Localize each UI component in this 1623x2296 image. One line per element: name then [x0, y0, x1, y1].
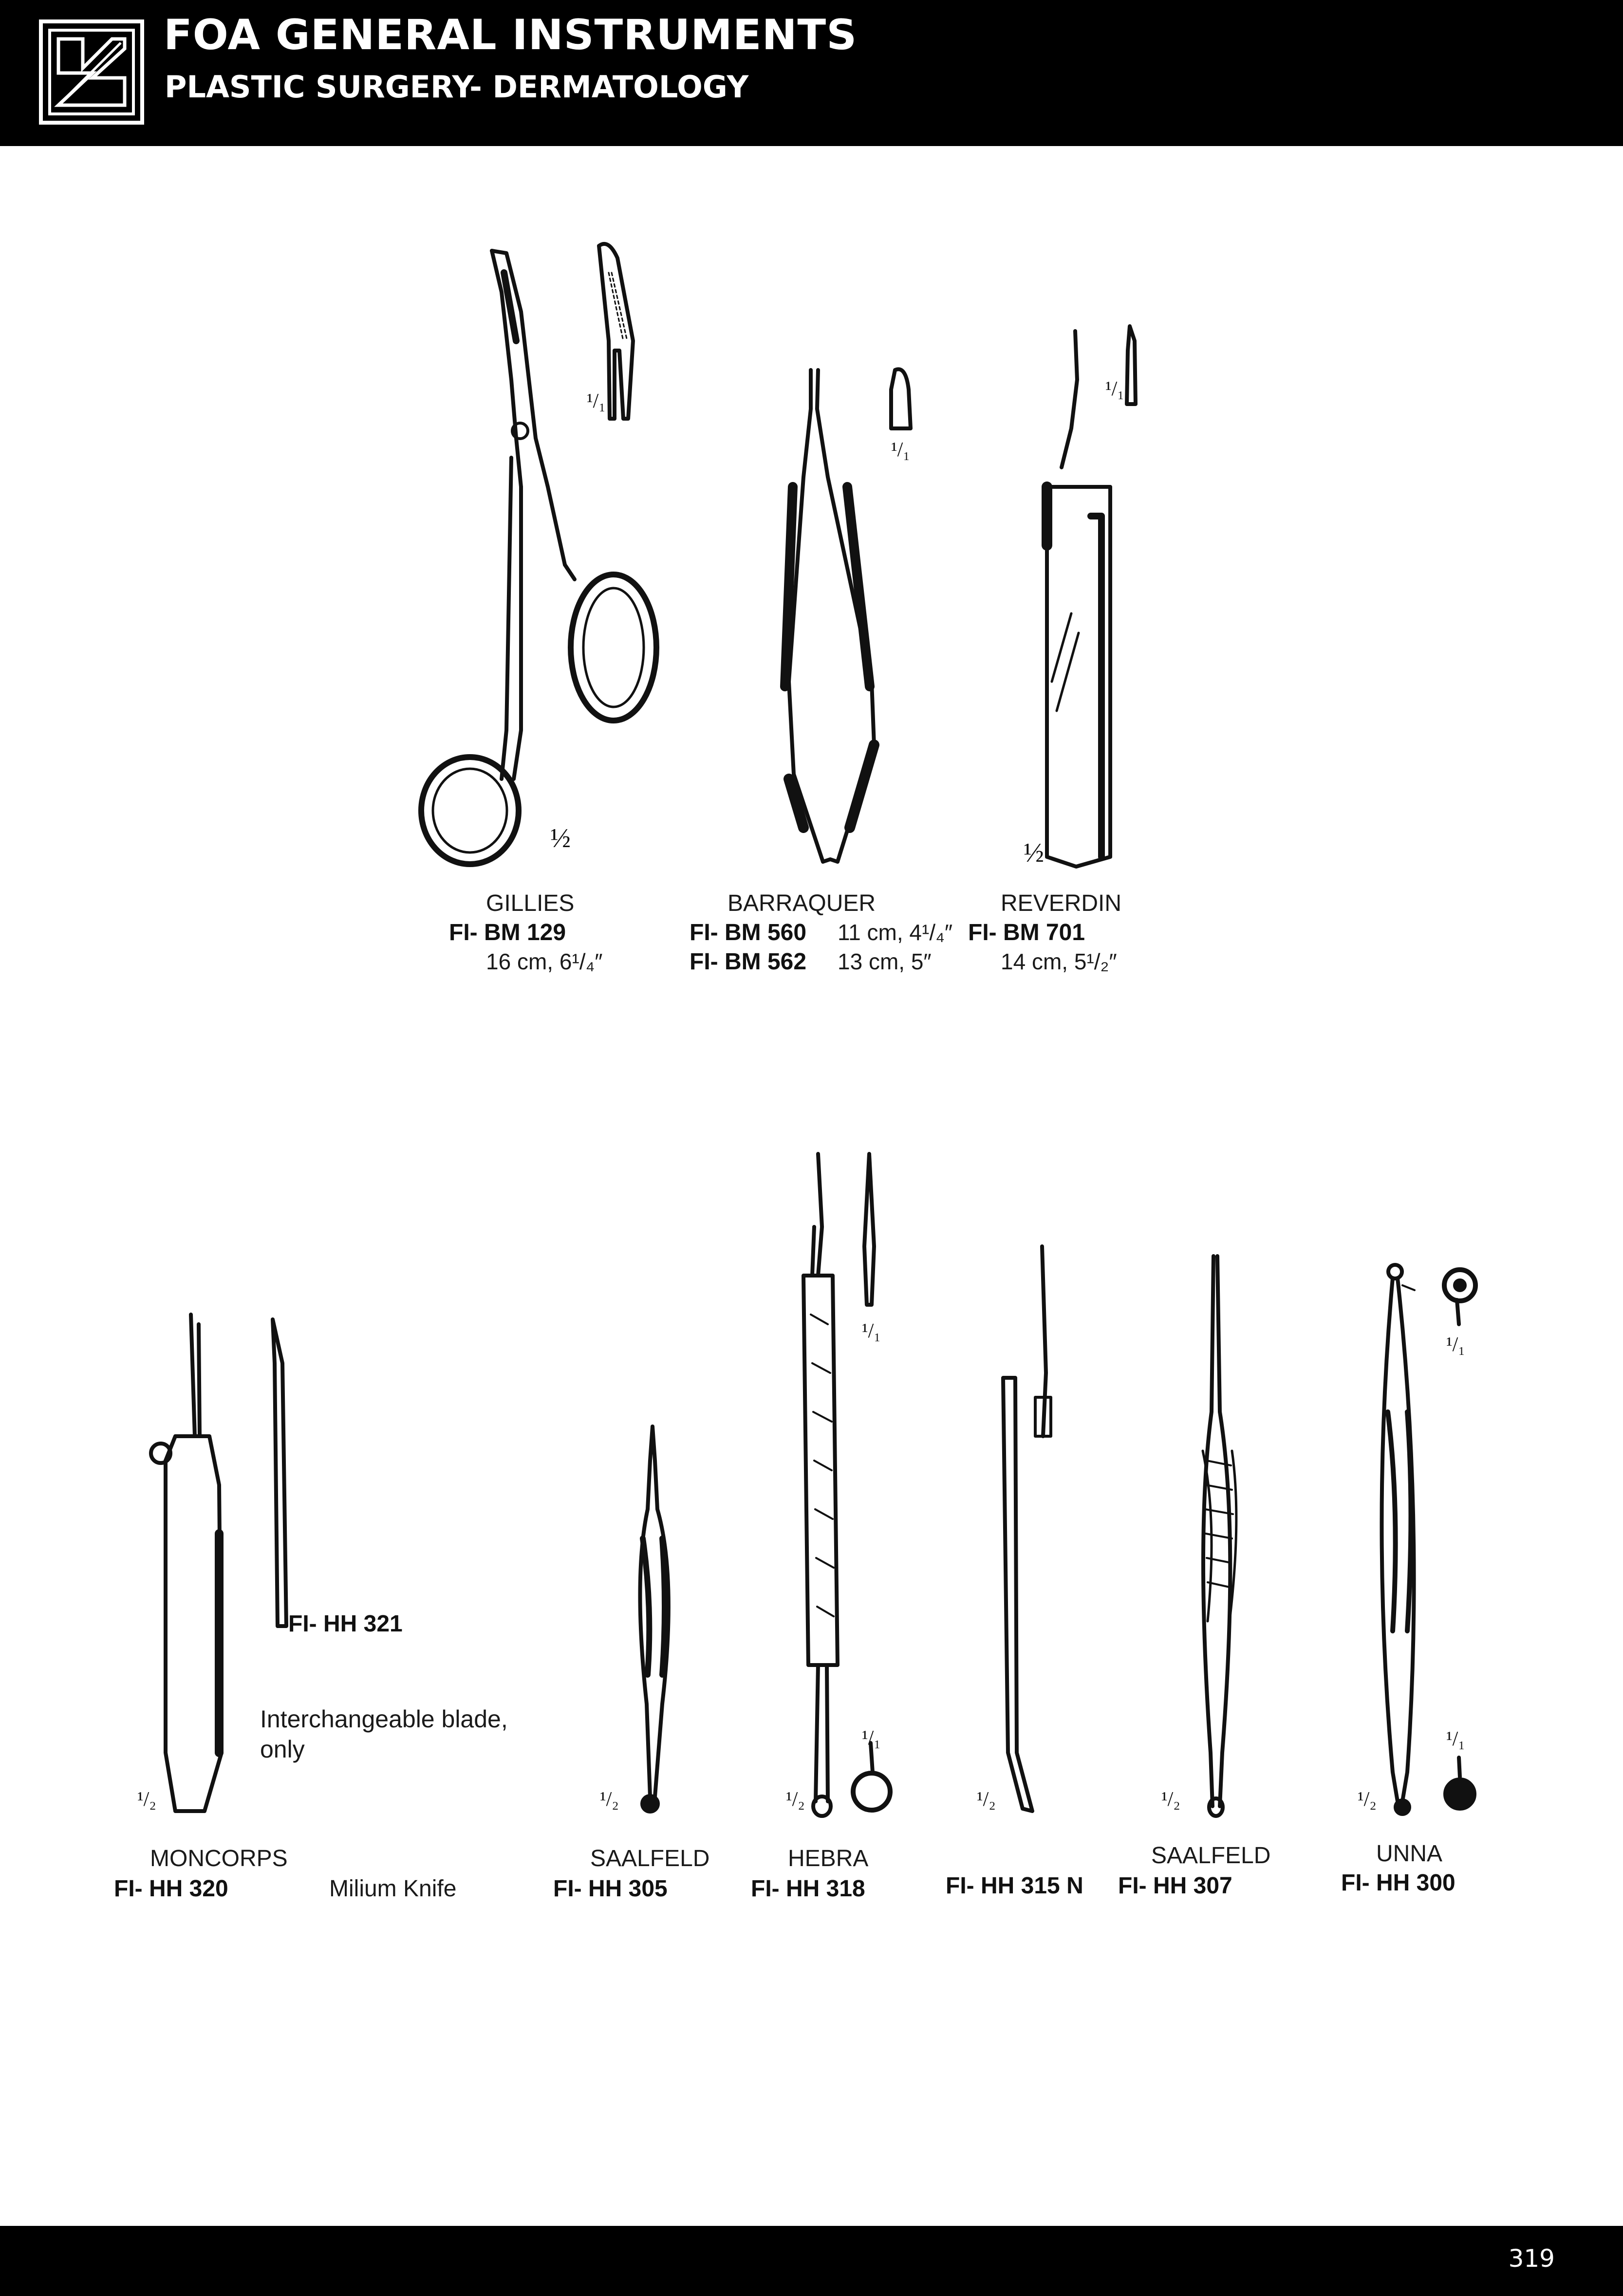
saalfeld-305-scale-label: ¹/₂ — [600, 1788, 619, 1811]
moncorps-knife-drawing — [151, 1315, 222, 1811]
moncorps-code: FI- HH 320 — [114, 1876, 228, 1902]
moncorps-description: Milium Knife — [329, 1876, 457, 1902]
saalfeld-305-name: SAALFELD — [590, 1846, 710, 1871]
gillies-size: 16 cm, 6¹/₄″ — [486, 949, 603, 974]
unna-name: UNNA — [1376, 1841, 1443, 1867]
barraquer-detail-scale-label: ¹/₁ — [891, 439, 910, 461]
gillies-code: FI- BM 129 — [449, 920, 566, 945]
page-number: 319 — [1508, 2244, 1555, 2273]
barraquer-tip-detail-drawing — [891, 369, 911, 428]
unna-bottom-scale-label: ¹/₁ — [1446, 1728, 1465, 1750]
moncorps-scale-label: ¹/₂ — [137, 1788, 156, 1811]
moncorps-blade-code: FI- HH 321 — [288, 1611, 403, 1637]
fi-hh-315n-scale-label: ¹/₂ — [977, 1788, 996, 1811]
unna-drawing — [1382, 1265, 1415, 1814]
hebra-drawing — [803, 1154, 838, 1816]
saalfeld-307-name: SAALFELD — [1151, 1843, 1271, 1869]
barraquer-needle-holder-drawing — [785, 370, 874, 862]
fi-hh-315n-drawing — [1003, 1246, 1051, 1811]
gillies-scale-label: ½ — [550, 823, 571, 853]
barraquer-size-560: 11 cm, 4¹/₄″ — [838, 920, 953, 945]
page-footer — [0, 2226, 1623, 2296]
unna-code: FI- HH 300 — [1341, 1870, 1455, 1896]
unna-scale-label: ¹/₂ — [1358, 1788, 1377, 1811]
hebra-code: FI- HH 318 — [751, 1876, 865, 1902]
barraquer-size-562: 13 cm, 5″ — [838, 949, 932, 974]
gillies-detail-scale-label: ¹/₁ — [587, 390, 606, 412]
reverdin-tip-detail-drawing — [1127, 326, 1136, 404]
moncorps-name: MONCORPS — [150, 1846, 288, 1871]
unna-bottom-detail-drawing — [1445, 1758, 1474, 1809]
fi-hh-315n-code: FI- HH 315 N — [946, 1873, 1083, 1899]
brand-title: FOA GENERAL INSTRUMENTS — [164, 11, 858, 59]
reverdin-code: FI- BM 701 — [968, 920, 1085, 945]
moncorps-blade-note: Interchangeable blade, only — [260, 1705, 508, 1763]
reverdin-name: REVERDIN — [1001, 890, 1122, 916]
reverdin-scale-label: ½ — [1024, 838, 1044, 868]
saalfeld-307-scale-label: ¹/₂ — [1161, 1788, 1180, 1811]
reverdin-detail-scale-label: ¹/₁ — [1105, 378, 1124, 400]
reverdin-size: 14 cm, 5¹/₂″ — [1001, 949, 1117, 974]
gillies-needle-holder-drawing — [421, 251, 656, 864]
hebra-ring-scale-label: ¹/₁ — [862, 1727, 881, 1749]
gillies-name: GILLIES — [486, 890, 575, 916]
hebra-scale-label: ¹/₂ — [786, 1788, 805, 1811]
hebra-name: HEBRA — [788, 1846, 869, 1871]
hebra-tip-scale-label: ¹/₁ — [862, 1320, 881, 1342]
hebra-ring-detail-drawing — [853, 1743, 890, 1810]
unna-top-scale-label: ¹/₁ — [1446, 1333, 1465, 1356]
barraquer-code-560: FI- BM 560 — [690, 920, 807, 945]
saalfeld-307-drawing — [1203, 1256, 1236, 1816]
unna-top-detail-drawing — [1444, 1270, 1475, 1324]
section-title: PLASTIC SURGERY- DERMATOLOGY — [165, 69, 749, 105]
barraquer-name: BARRAQUER — [728, 890, 876, 916]
moncorps-blade-detail-drawing — [273, 1319, 286, 1626]
hebra-tip-detail-drawing — [864, 1154, 874, 1305]
saalfeld-305-code: FI- HH 305 — [553, 1876, 668, 1902]
reverdin-needle-drawing — [1047, 331, 1110, 867]
barraquer-code-562: FI- BM 562 — [690, 949, 807, 975]
saalfeld-305-drawing — [640, 1426, 668, 1812]
saalfeld-307-code: FI- HH 307 — [1118, 1873, 1232, 1899]
